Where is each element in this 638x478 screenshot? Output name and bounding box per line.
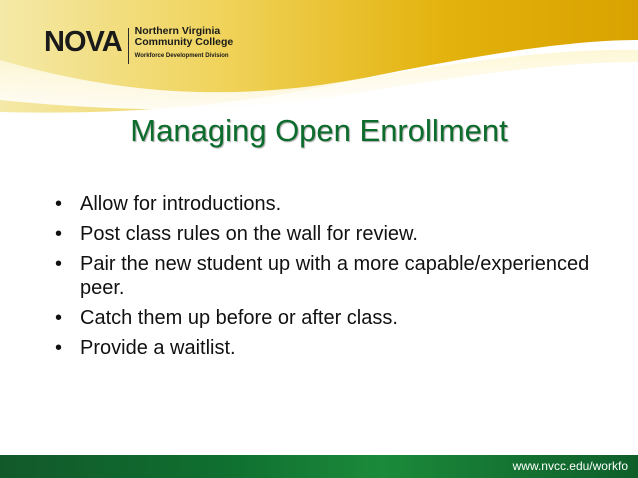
bullet-text: Provide a waitlist. xyxy=(80,337,236,359)
bullet-text: Catch them up before or after class. xyxy=(80,307,398,329)
bullet-dot: • xyxy=(55,307,63,329)
bullet-text: Post class rules on the wall for review. xyxy=(80,223,418,245)
bullet-dot: • xyxy=(55,193,63,215)
bullet-dot: • xyxy=(55,337,63,359)
logo-acronym: NOVA xyxy=(44,26,122,58)
footer-band xyxy=(0,455,638,478)
logo-divider xyxy=(128,28,129,64)
slide-title: Managing Open Enrollment xyxy=(130,113,508,148)
bullet-item xyxy=(55,192,615,216)
bullet-text: Pair the new student up with a more capable/experienced peer. xyxy=(80,253,590,299)
bullet-dot: • xyxy=(55,223,63,245)
bullet-item xyxy=(55,306,615,330)
logo-line-3: Workforce Development Division xyxy=(134,53,229,59)
bullet-item xyxy=(55,336,615,360)
logo-line-1: Northern Virginia xyxy=(134,25,221,37)
logo-text-block xyxy=(135,26,234,61)
bullet-text: Allow for introductions. xyxy=(80,193,282,215)
bullet-item xyxy=(55,222,615,246)
bullet-item xyxy=(55,252,615,300)
nova-logo xyxy=(44,26,233,66)
bullet-list xyxy=(55,192,615,366)
logo-line-2: Community College xyxy=(134,36,234,48)
bullet-dot: • xyxy=(55,253,63,275)
footer-url: www.nvcc.edu/workfo xyxy=(512,459,628,473)
